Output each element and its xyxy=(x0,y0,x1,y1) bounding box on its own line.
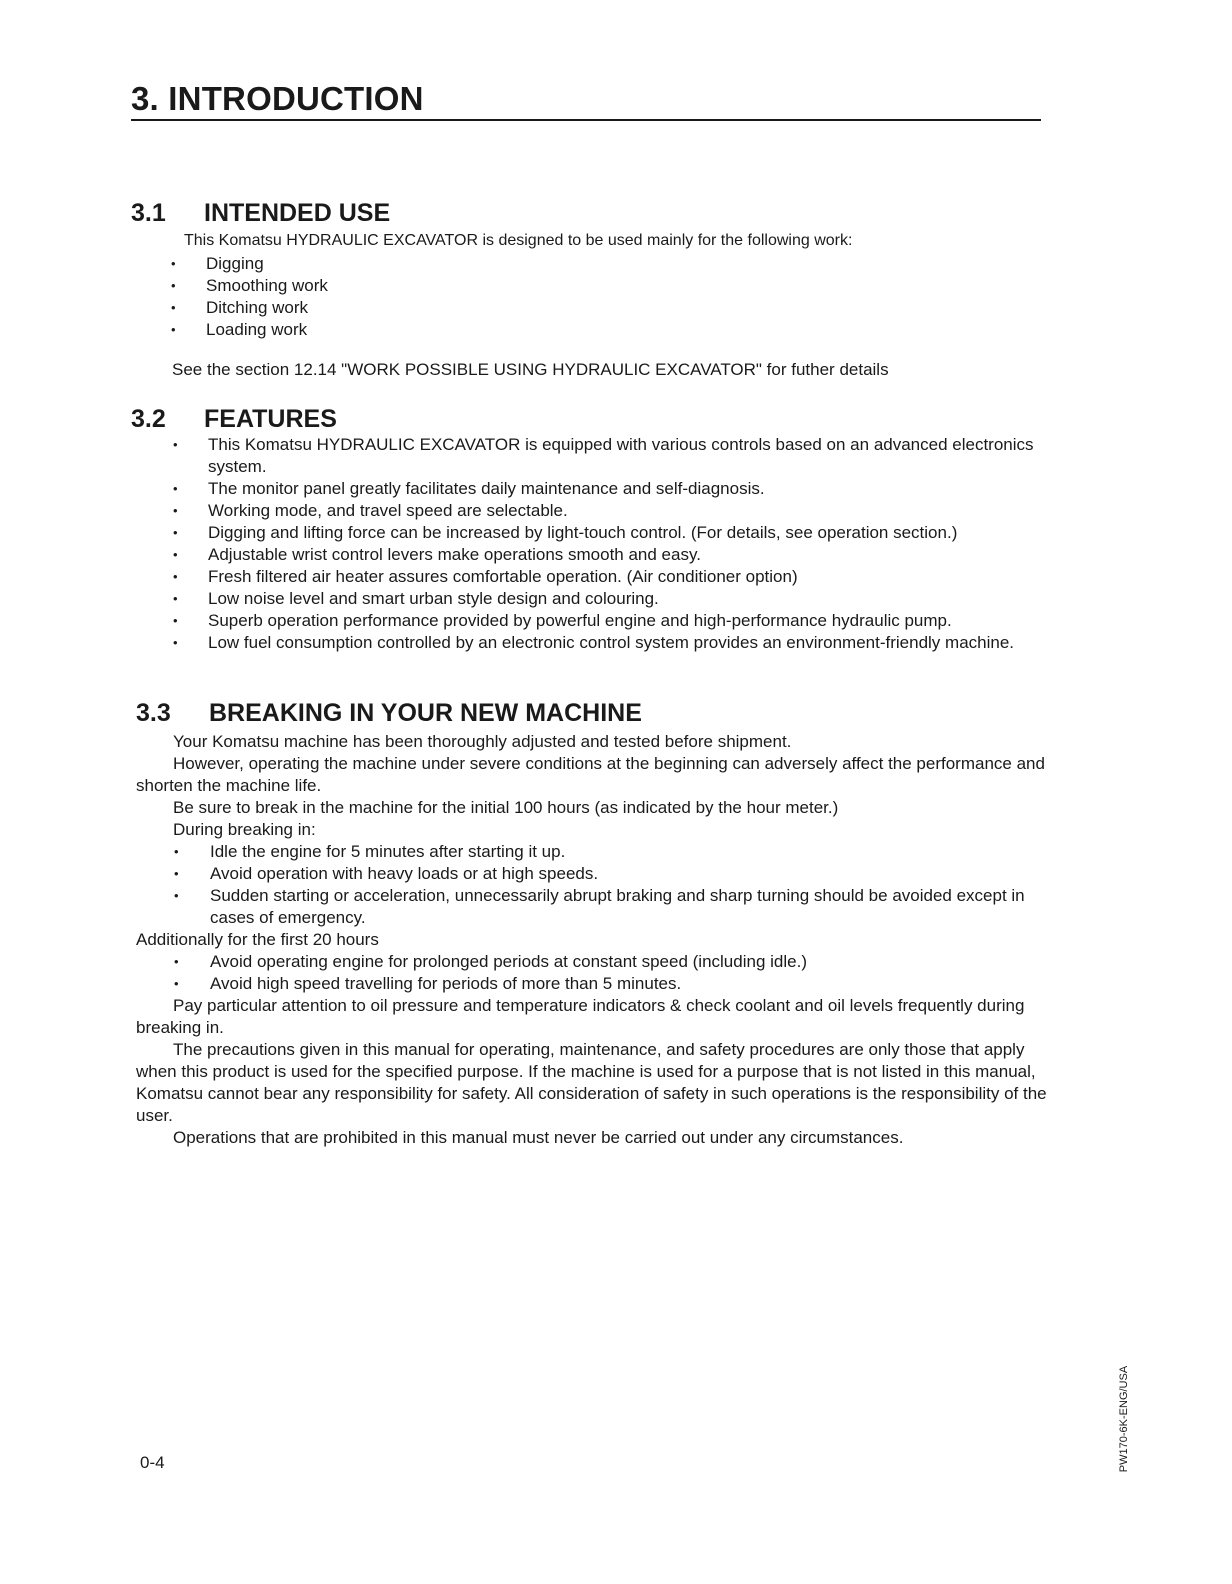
section-number: 3.2 xyxy=(131,405,166,433)
first-20-hours-list xyxy=(136,951,1048,995)
list-item: • Sudden starting or acceleration, unnecessarily abrupt braking and sharp turning should be avoided except in cases of emergency. xyxy=(136,885,1048,929)
list-item: • Digging xyxy=(131,253,1046,275)
paragraph: However, operating the machine under severe conditions at the beginning can adversely affect the performance and shorten the machine life. xyxy=(136,754,1045,795)
paragraph: Additionally for the first 20 hours xyxy=(136,930,379,949)
section-intro: This Komatsu HYDRAULIC EXCAVATOR is designed to be used mainly for the following work: xyxy=(184,232,853,249)
page-number: 0-4 xyxy=(140,1453,165,1472)
section-breaking-in xyxy=(136,699,1048,1149)
section-number: 3.1 xyxy=(131,199,166,227)
list-item: • Avoid operation with heavy loads or at high speeds. xyxy=(136,863,1048,885)
paragraph: Your Komatsu machine has been thoroughly adjusted and tested before shipment. xyxy=(173,732,792,751)
list-item: • Ditching work xyxy=(131,297,1046,319)
section-heading xyxy=(131,405,1046,433)
paragraph: The precautions given in this manual for operating, maintenance, and safety procedures are only those that apply when this product is used for the specified purpose. If the machine is used for a purpose that is not listed in this manual, Komatsu cannot bear any responsibility for safety. All consideration of safety in such operations is the responsibility of the user. xyxy=(136,1040,1047,1125)
list-item: • This Komatsu HYDRAULIC EXCAVATOR is equipped with various controls based on an advanced electronics system. xyxy=(131,434,1046,478)
paragraph: During breaking in: xyxy=(173,820,316,839)
list-item: • Low noise level and smart urban style design and colouring. xyxy=(131,588,1046,610)
list-item: • Avoid operating engine for prolonged periods at constant speed (including idle.) xyxy=(136,951,1048,973)
paragraph: Be sure to break in the machine for the initial 100 hours (as indicated by the hour meter.) xyxy=(173,798,839,817)
list-item: • Loading work xyxy=(131,319,1046,341)
intended-use-list xyxy=(131,253,1046,341)
list-item: • Working mode, and travel speed are selectable. xyxy=(131,500,1046,522)
list-item: • Adjustable wrist control levers make operations smooth and easy. xyxy=(131,544,1046,566)
list-item: • Avoid high speed travelling for periods of more than 5 minutes. xyxy=(136,973,1048,995)
section-title: INTENDED USE xyxy=(204,199,391,227)
section-title: BREAKING IN YOUR NEW MACHINE xyxy=(209,699,642,727)
list-item: • Superb operation performance provided by powerful engine and high-performance hydraulic pump. xyxy=(131,610,1046,632)
see-also-note: See the section 12.14 "WORK POSSIBLE USING HYDRAULIC EXCAVATOR" for futher details xyxy=(172,360,889,379)
paragraph: Operations that are prohibited in this manual must never be carried out under any circumstances. xyxy=(173,1128,904,1147)
list-item: • Idle the engine for 5 minutes after starting it up. xyxy=(136,841,1048,863)
section-intended-use xyxy=(131,199,1046,381)
list-item: • The monitor panel greatly facilitates daily maintenance and self-diagnosis. xyxy=(131,478,1046,500)
section-title: FEATURES xyxy=(204,405,337,433)
list-item: • Smoothing work xyxy=(131,275,1046,297)
section-number: 3.3 xyxy=(136,699,171,727)
chapter-title: 3. INTRODUCTION xyxy=(131,80,1041,121)
document-code: PW170-6K-ENG/USA xyxy=(1118,1365,1130,1473)
list-item: • Fresh filtered air heater assures comfortable operation. (Air conditioner option) xyxy=(131,566,1046,588)
list-item: • Low fuel consumption controlled by an electronic control system provides an environment-friendly machine. xyxy=(131,632,1046,654)
section-heading xyxy=(136,699,1048,727)
section-features xyxy=(131,405,1046,654)
paragraph: Pay particular attention to oil pressure and temperature indicators & check coolant and oil levels frequently during breaking in. xyxy=(136,996,1025,1037)
breaking-in-list xyxy=(136,841,1048,929)
section-heading xyxy=(131,199,1046,227)
list-item: • Digging and lifting force can be increased by light-touch control. (For details, see operation section.) xyxy=(131,522,1046,544)
features-list xyxy=(131,434,1046,654)
